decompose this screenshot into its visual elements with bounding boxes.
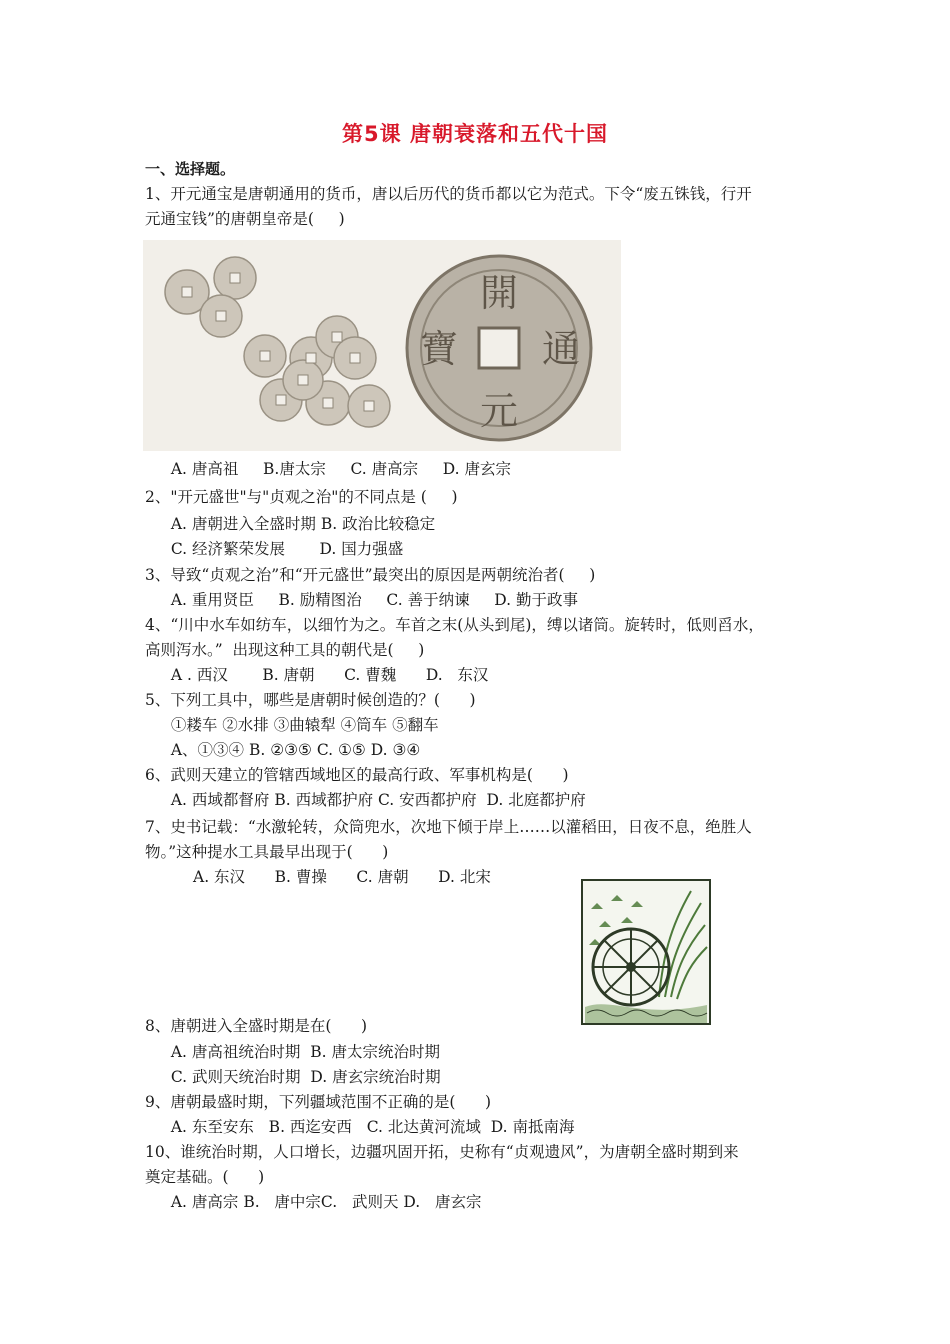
coin-char-right: 通 <box>541 327 581 371</box>
q4-options: A . 西汉 B. 唐朝 C. 曹魏 D. 东汉 <box>161 666 489 684</box>
q9-options: A. 东至安东 B. 西迄安西 C. 北达黄河流域 D. 南抵南海 <box>161 1118 575 1136</box>
q7-text-line1: 7、史书记载：“水激轮转，众筒兜水，次地下倾于岸上……以灌稻田，日夜不息，绝胜人 <box>145 818 752 836</box>
q5-options: A、①③④ B. ②③⑤ C. ①⑤ D. ③④ <box>161 741 421 759</box>
coin-char-left: 寶 <box>419 327 459 371</box>
q1-options: A. 唐高祖 B.唐太宗 C. 唐高宗 D. 唐玄宗 <box>161 460 512 478</box>
q8-options-1: A. 唐高祖统治时期 B. 唐太宗统治时期 <box>161 1043 441 1061</box>
q6-options: A. 西域都督府 B. 西域都护府 C. 安西都护府 D. 北庭都护府 <box>161 791 586 809</box>
kaiyuan-coins-image <box>143 240 621 451</box>
q7-text-line2: 物。”这种提水工具最早出现于( ) <box>145 843 389 861</box>
q8-options-2: C. 武则天统治时期 D. 唐玄宗统治时期 <box>161 1068 441 1086</box>
q9-text: 9、唐朝最盛时期，下列疆域范围不正确的是( ) <box>145 1093 492 1111</box>
q7-options: A. 东汉 B. 曹操 C. 唐朝 D. 北宋 <box>193 868 491 886</box>
q4-text-line1: 4、“川中水车如纺车，以细竹为之。车首之末(从头到尾)，缚以诸筒。旋转时，低则舀水， <box>145 616 764 634</box>
q2-text: 2、"开元盛世"与"贞观之治"的不同点是 ( ) <box>145 488 458 506</box>
q6-text: 6、武则天建立的管辖西域地区的最高行政、军事机构是( ) <box>145 766 569 784</box>
q1-text-line2: 元通宝钱”的唐朝皇帝是( ) <box>145 210 345 228</box>
coin-char-bottom: 元 <box>479 389 519 433</box>
page-title: 第5课 唐朝衰落和五代十国 <box>342 122 608 146</box>
section-heading: 一、选择题。 <box>145 160 236 178</box>
coin-char-top: 開 <box>479 271 519 315</box>
q10-text-line2: 奠定基础。( ) <box>145 1168 265 1186</box>
q8-text: 8、唐朝进入全盛时期是在( ) <box>145 1017 368 1035</box>
q2-options-1: A. 唐朝进入全盛时期 B. 政治比较稳定 <box>161 515 436 533</box>
q10-options: A. 唐高宗 B. 唐中宗C. 武则天 D. 唐玄宗 <box>161 1193 482 1211</box>
q1-text-line1: 1、开元通宝是唐朝通用的货币，唐以后历代的货币都以它为范式。下令“废五铢钱，行开 <box>145 185 752 203</box>
q4-text-line2: 高则泻水。” 出现这种工具的朝代是( ) <box>145 641 425 659</box>
q10-text-line1: 10、谁统治时期，人口增长，边疆巩固开拓，史称有“贞观遗风”，为唐朝全盛时期到来 <box>145 1143 739 1161</box>
q3-text: 3、导致“贞观之治”和“开元盛世”最突出的原因是两朝统治者( ) <box>145 566 596 584</box>
q2-options-2: C. 经济繁荣发展 D. 国力强盛 <box>161 540 404 558</box>
q3-options: A. 重用贤臣 B. 励精图治 C. 善于纳谏 D. 勤于政事 <box>161 591 578 609</box>
q5-items: ①耧车 ②水排 ③曲辕犁 ④筒车 ⑤翻车 <box>161 716 439 734</box>
water-wheel-illustration <box>581 879 711 1025</box>
q5-text: 5、下列工具中，哪些是唐朝时候创造的？( ) <box>145 691 476 709</box>
